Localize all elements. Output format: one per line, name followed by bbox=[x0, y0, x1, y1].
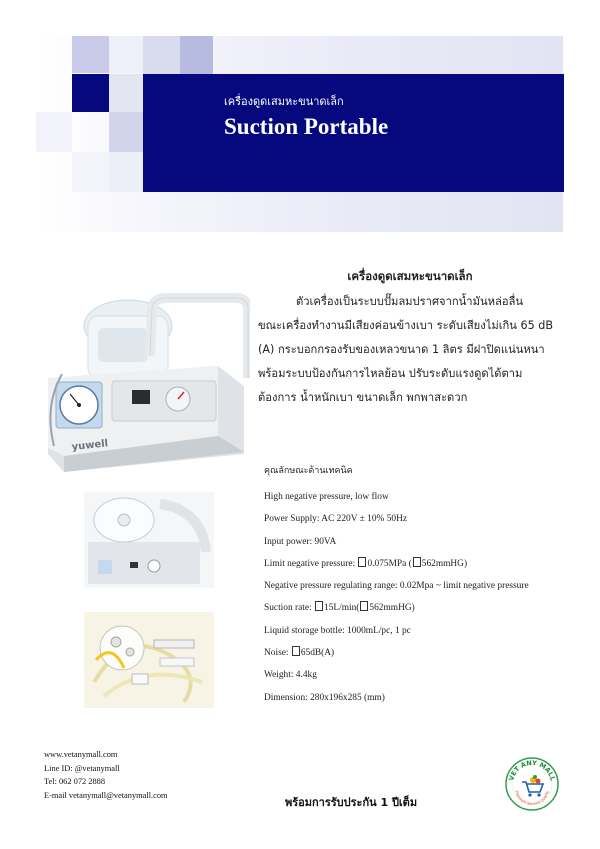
product-photo-top-view bbox=[84, 492, 214, 588]
missing-glyph-box bbox=[315, 601, 323, 611]
deco-square bbox=[180, 36, 213, 74]
spec-item bbox=[264, 642, 529, 664]
suction-device-illustration bbox=[40, 286, 250, 486]
intro-line: (A) กระบอกกรองรับของเหลวขนาด 1 ลิตร มีฝาปิดแน่นหนา bbox=[258, 343, 545, 356]
intro-line: ขณะเครื่องทำงานมีเสียงค่อนข้างเบา ระดับเสียงไม่เกิน 65 dB bbox=[258, 319, 554, 332]
accessories-illustration bbox=[84, 612, 214, 708]
spec-value: 65dB(A) bbox=[300, 648, 335, 659]
intro-line: พร้อมระบบป้องกันการไหลย้อน ปรับระดับแรงดูดได้ตาม bbox=[258, 367, 523, 380]
telephone: Tel: 062 072 2888 bbox=[44, 777, 106, 786]
spec-item: Input power: 90VA bbox=[264, 536, 337, 547]
spec-value: 562mmHG) bbox=[421, 558, 468, 569]
spec-item: Dimension: 280x196x285 (mm) bbox=[264, 692, 385, 703]
contact-info bbox=[44, 748, 168, 802]
website-link[interactable]: www.vetanymall.com bbox=[44, 750, 118, 759]
product-photo-accessories bbox=[84, 612, 214, 708]
device-brand-label: yuwell bbox=[71, 438, 109, 453]
logo-name: VET ANY MALL bbox=[507, 758, 557, 782]
intro-title: เครื่องดูดเสมหะขนาดเล็ก bbox=[347, 269, 473, 283]
spec-item: Power Supply: AC 220V ± 10% 50Hz bbox=[264, 514, 407, 525]
specs-list bbox=[264, 486, 529, 709]
missing-glyph-box bbox=[292, 646, 300, 656]
warranty-text: พร้อมการรับประกัน 1 ปีเต็ม bbox=[285, 796, 418, 809]
spec-item: Weight: 4.4kg bbox=[264, 670, 317, 681]
page-title: Suction Portable bbox=[224, 114, 389, 139]
deco-square bbox=[72, 36, 109, 73]
missing-glyph-box bbox=[360, 601, 368, 611]
spec-label: Suction rate: bbox=[264, 603, 314, 614]
logo-tagline: Premium Service Quality bbox=[514, 789, 550, 807]
spec-item: High negative pressure, low flow bbox=[264, 492, 389, 502]
spec-item: Negative pressure regulating range: 0.02Mpa ~ limit negative pressure bbox=[264, 581, 529, 592]
vet-any-mall-logo bbox=[504, 756, 560, 812]
deco-square bbox=[72, 74, 109, 112]
line-id: Line ID: @vetanymall bbox=[44, 763, 120, 773]
email[interactable]: E-mail vetanymall@vetanymall.com bbox=[44, 790, 168, 800]
intro-line: ตัวเครื่องเป็นระบบปั๊มลมปราศจากน้ำมันหล่อลื่น bbox=[296, 295, 524, 308]
intro-description bbox=[258, 290, 558, 410]
deco-square bbox=[109, 152, 143, 192]
spec-value: 562mmHG) bbox=[369, 603, 415, 614]
spec-value: 15L/min( bbox=[324, 603, 360, 614]
product-photo-main bbox=[40, 286, 250, 486]
spec-item bbox=[264, 597, 529, 619]
missing-glyph-box bbox=[413, 557, 421, 567]
deco-square bbox=[109, 36, 143, 73]
spec-label: Noise: bbox=[264, 648, 291, 659]
spec-value: 0.075MPa ( bbox=[367, 558, 412, 569]
deco-square bbox=[109, 112, 143, 152]
spec-item bbox=[264, 553, 529, 575]
missing-glyph-box bbox=[358, 557, 366, 567]
deco-square bbox=[109, 74, 143, 112]
device-top-view-illustration bbox=[84, 492, 214, 588]
spec-label: Limit negative pressure: bbox=[264, 558, 358, 569]
specs-heading: คุณลักษณะด้านเทคนิค bbox=[264, 466, 353, 476]
spec-item: Liquid storage bottle: 1000mL/pc, 1 pc bbox=[264, 625, 411, 636]
banner-subtitle-th: เครื่องดูดเสมหะขนาดเล็ก bbox=[224, 95, 344, 108]
intro-line: ต้องการ น้ำหนักเบา ขนาดเล็ก พกพาสะดวก bbox=[258, 391, 468, 404]
logo-mark bbox=[504, 756, 560, 812]
deco-square bbox=[72, 152, 109, 192]
deco-square bbox=[143, 36, 180, 74]
deco-square bbox=[36, 112, 72, 152]
